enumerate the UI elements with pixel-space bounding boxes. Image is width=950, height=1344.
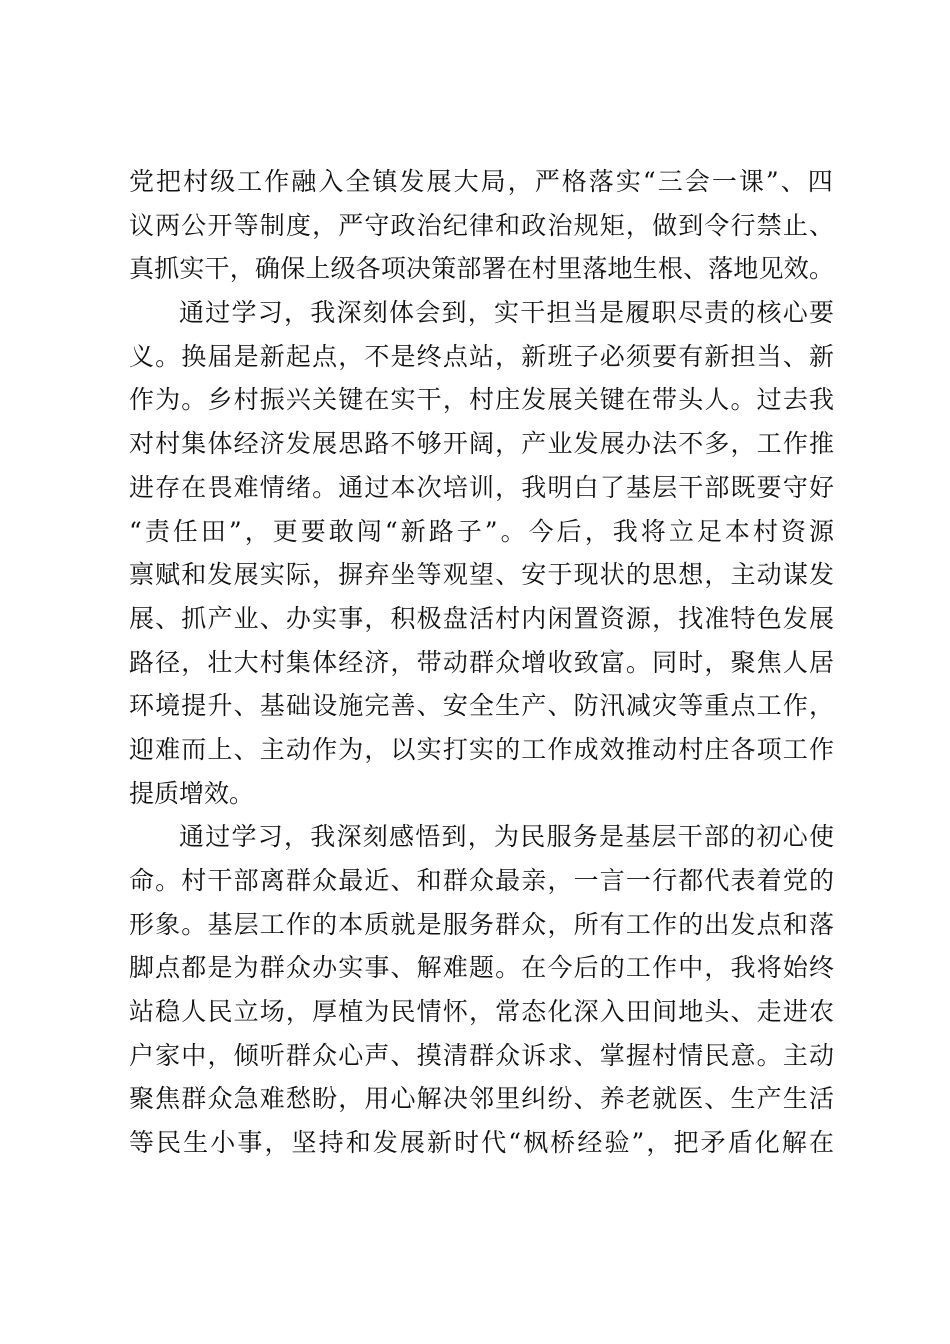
text-line: 等民生小事，坚持和发展新时代“枫桥经验”，把矛盾化解在 <box>129 1128 834 1158</box>
text-line: 户家中，倾听群众心声、摸清群众诉求、掌握村情民意。主动 <box>129 1040 834 1070</box>
text-line: 命。村干部离群众最近、和群众最亲，一言一行都代表着党的 <box>129 866 834 895</box>
text-line: 脚点都是为群众办实事、解难题。在今后的工作中，我将始终 <box>129 953 834 983</box>
text-line: 路径，壮大村集体经济，带动群众增收致富。同时，聚焦人居 <box>129 647 834 677</box>
text-line: 义。换届是新起点，不是终点站，新班子必须要有新担当、新 <box>129 341 834 371</box>
text-line: 聚焦群众急难愁盼，用心解决邻里纠纷、养老就医、生产生活 <box>129 1084 834 1114</box>
paragraph-1 <box>129 160 834 291</box>
text-line: 站稳人民立场，厚植为民情怀，常态化深入田间地头、走进农 <box>129 997 834 1027</box>
text-line: 议两公开等制度，严守政治纪律和政治规矩，做到令行禁止、 <box>129 210 834 240</box>
text-line: 对村集体经济发展思路不够开阔，产业发展办法不多，工作推 <box>129 429 834 459</box>
text-line: 通过学习，我深刻感悟到，为民服务是基层干部的初心使 <box>179 822 834 852</box>
text-line: 环境提升、基础设施完善、安全生产、防汛减灾等重点工作， <box>129 691 834 721</box>
text-line: 进存在畏难情绪。通过本次培训，我明白了基层干部既要守好 <box>129 472 834 502</box>
text-line: 党把村级工作融入全镇发展大局，严格落实“三会一课”、四 <box>129 167 834 196</box>
text-line: “责任田”，更要敢闯“新路子”。今后，我将立足本村资源 <box>129 516 834 546</box>
text-line: 形象。基层工作的本质就是服务群众，所有工作的出发点和落 <box>129 909 834 939</box>
text-line: 迎难而上、主动作为，以实打实的工作成效推动村庄各项工作 <box>129 734 834 764</box>
text-line: 禀赋和发展实际，摒弃坐等观望、安于现状的思想，主动谋发 <box>129 560 834 590</box>
text-line: 展、抓产业、办实事，积极盘活村内闲置资源，找准特色发展 <box>129 603 834 633</box>
text-line: 真抓实干，确保上级各项决策部署在村里落地生根、落地见效。 <box>129 254 834 284</box>
paragraph-3 <box>129 815 834 1165</box>
document-body <box>129 160 834 1165</box>
text-line: 提质增效。 <box>129 778 255 808</box>
text-line: 通过学习，我深刻体会到，实干担当是履职尽责的核心要 <box>179 298 834 328</box>
text-line: 作为。乡村振兴关键在实干，村庄发展关键在带头人。过去我 <box>129 385 834 415</box>
paragraph-2 <box>129 291 834 815</box>
